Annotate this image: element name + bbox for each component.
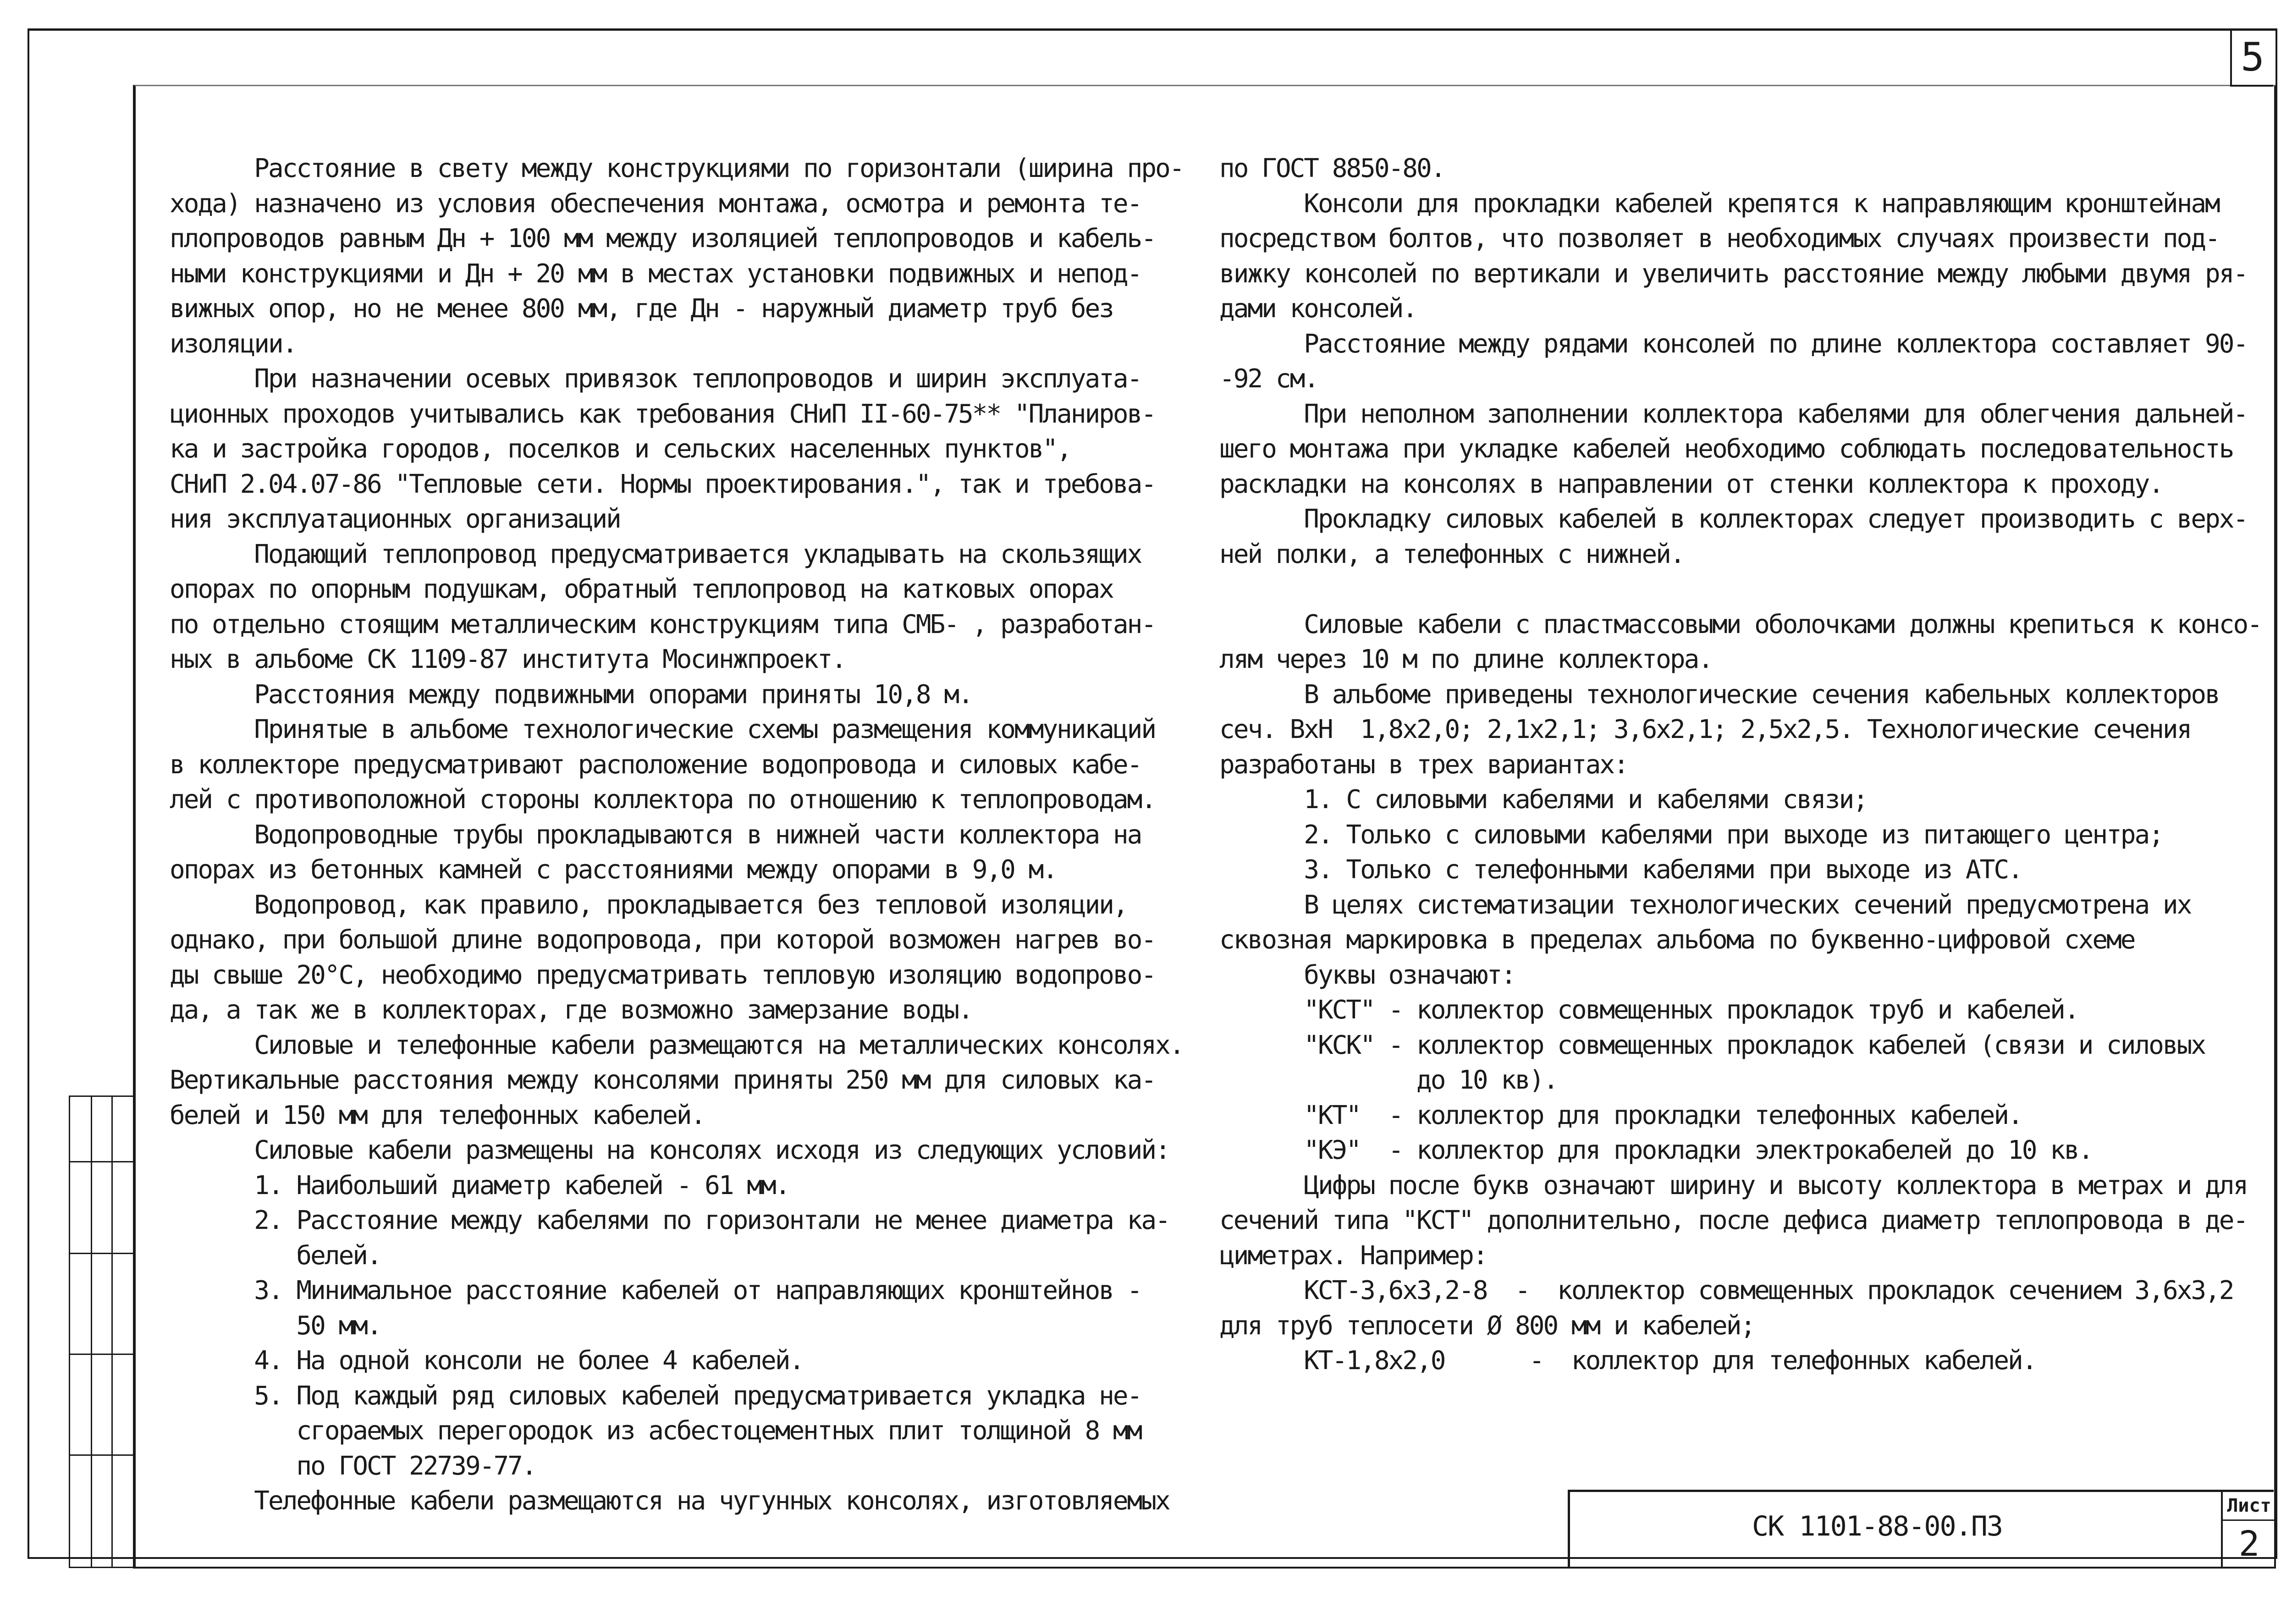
text-line: дами консолей. [1219,294,1417,324]
text-line: до 10 кв). [1219,1065,1558,1095]
text-line: 1. С силовыми кабелями и кабелями связи; [1219,785,1867,815]
text-line: "КТ" - коллектор для прокладки телефонных кабелей. [1219,1100,2022,1130]
binding-margin-table [69,1096,134,1568]
text-line: Силовые и телефонные кабели размещаются на металлических консолях. [170,1030,1184,1060]
text-line: ды свыше 20°С, необходимо предусматривать тепловую изоляцию водопрово- [170,960,1156,990]
text-line: КТ-1,8х2,0 - коллектор для телефонных кабелей. [1219,1346,2036,1376]
sheet-number: 5 [2230,30,2273,87]
text-line: сквозная маркировка в пределах альбома по буквенно-цифровой схеме [1219,925,2135,955]
text-line: ционных проходов учитывались как требования СНиП II-60-75** "Планиров- [170,399,1156,429]
text-line: ния эксплуатационных организаций [170,504,620,534]
text-line: Расстояния между подвижными опорами приняты 10,8 м. [170,679,972,710]
text-line: СНиП 2.04.07-86 "Тепловые сети. Нормы проектирования.", так и требова- [170,469,1156,499]
text-line: 50 мм. [170,1310,381,1341]
text-line: В целях систематизации технологических сечений предусмотрена их [1219,890,2191,920]
text-line [1219,572,2264,607]
title-block [1568,1490,2274,1568]
text-line: посредством болтов, что позволяет в необходимых случаях произвести под- [1219,224,2219,253]
text-line: Вертикальные расстояния между консолями приняты 250 мм для силовых ка- [170,1065,1156,1095]
text-line: 5. Под каждый ряд силовых кабелей предусматривается укладка не- [170,1381,1141,1411]
text-line: белей и 150 мм для телефонных кабелей. [170,1100,705,1130]
text-line: Силовые кабели с пластмассовыми оболочками должны крепиться к консо- [1219,609,2261,639]
text-line: Расстояние в свету между конструкциями по горизонтали (ширина про- [170,154,1184,183]
text-line: сечений типа "КСТ" дополнительно, после дефиса диаметр теплопровода в де- [1219,1206,2248,1235]
text-line: плопроводов равным Дн + 100 мм между изоляцией теплопроводов и кабель- [170,224,1156,253]
text-line: для труб теплосети Ø 800 мм и кабелей; [1219,1310,1755,1341]
text-line: Подающий теплопровод предусматривается укладывать на скользящих [170,539,1141,569]
sheet-cell [2221,1492,2275,1568]
text-line: 1. Наибольший диаметр кабелей - 61 мм. [170,1170,789,1200]
text-line: Водопровод, как правило, прокладывается без тепловой изоляции, [170,890,1127,920]
text-line: в коллекторе предусматривают расположение водопровода и силовых кабе- [170,749,1141,780]
text-line: При неполном заполнении коллектора кабелями для облегчения дальней- [1219,399,2248,429]
text-line: лям через 10 м по длине коллектора. [1219,644,1713,674]
text-line: КСТ-3,6х3,2-8 - коллектор совмещенных прокладок сечением 3,6х3,2 [1219,1276,2233,1305]
text-line: сгораемых перегородок из асбестоцементных плит толщиной 8 мм [170,1416,1141,1446]
text-line: ка и застройка городов, поселков и сельских населенных пунктов", [170,434,1071,464]
text-line: -92 см. [1219,364,1318,394]
text-line: 3. Только с телефонными кабелями при выходе из АТС. [1219,855,2022,885]
text-line: изоляции. [170,329,297,359]
text-line: раскладки на консолях в направлении от стенки коллектора к проходу. [1219,469,2163,499]
text-line: При назначении осевых привязок теплопроводов и ширин эксплуата- [170,364,1141,394]
text-line: Водопроводные трубы прокладываются в нижней части коллектора на [170,820,1141,850]
text-line: 3. Минимальное расстояние кабелей от направляющих кронштейнов - [170,1276,1141,1305]
text-line: опорах из бетонных камней с расстояниями между опорами в 9,0 м. [170,855,1057,885]
text-line: да, а так же в коллекторах, где возможно замерзание воды. [170,995,972,1025]
document-code: СК 1101-88-00.ПЗ [1752,1510,2002,1542]
text-line: вижных опор, но не менее 800 мм, где Дн - наружный диаметр труб без [170,294,1113,324]
text-line: однако, при большой длине водопровода, при которой возможен нагрев во- [170,925,1156,955]
text-line: по ГОСТ 8850-80. [1219,154,1445,183]
text-line: 2. Расстояние между кабелями по горизонтали не менее диаметра ка- [170,1206,1169,1235]
text-line: "КСК" - коллектор совмещенных прокладок кабелей (связи и силовых [1219,1030,2205,1060]
text-line: Прокладку силовых кабелей в коллекторах следует производить с верх- [1219,504,2248,534]
text-line: Цифры после букв означают ширину и высоту коллектора в метрах и для [1219,1170,2248,1200]
text-line: лей с противоположной стороны коллектора по отношению к теплопроводам. [170,785,1156,815]
text-line: Принятые в альбоме технологические схемы размещения коммуникаций [170,715,1156,744]
text-line: ных в альбоме СК 1109-87 института Мосинжпроект. [170,644,846,674]
text-line: ными конструкциями и Дн + 20 мм в местах установки подвижных и непод- [170,259,1141,289]
text-line: 2. Только с силовыми кабелями при выходе из питающего центра; [1219,820,2163,850]
text-line: опорах по опорным подушкам, обратный теплопровод на катковых опорах [170,574,1113,604]
text-line: по отдельно стоящим металлическим конструкциям типа СМБ- , разработан- [170,609,1156,639]
text-line: вижку консолей по вертикали и увеличить расстояние между любыми двумя ря- [1219,259,2248,289]
text-line: белей. [170,1240,381,1271]
text-line: "КСТ" - коллектор совмещенных прокладок труб и кабелей. [1219,995,2078,1025]
text-column-right [1219,151,2264,1379]
text-line: буквы означают: [1219,960,1515,990]
sheet-cell-number: 2 [2238,1523,2260,1564]
text-line: шего монтажа при укладке кабелей необходимо соблюдать последовательность [1219,434,2233,464]
text-line: разработаны в трех вариантах: [1219,749,1628,780]
text-column-left [170,151,1215,1519]
text-line: Консоли для прокладки кабелей крепятся к направляющим кронштейнам [1219,188,2219,219]
text-line: Силовые кабели размещены на консолях исходя из следующих условий: [170,1135,1169,1165]
text-line: сеч. ВхН 1,8х2,0; 2,1х2,1; 3,6х2,1; 2,5х2,5. Технологические сечения [1219,715,2191,744]
text-line: Расстояние между рядами консолей по длине коллектора составляет 90- [1219,329,2248,359]
text-line: хода) назначено из условия обеспечения монтажа, осмотра и ремонта те- [170,188,1141,219]
text-line: В альбоме приведены технологические сечения кабельных коллекторов [1219,679,2219,710]
sheet-label: Лист [2223,1492,2275,1521]
text-line: циметрах. Например: [1219,1240,1487,1271]
text-line: Телефонные кабели размещаются на чугунных консолях, изготовляемых [170,1486,1169,1516]
text-line: "КЭ" - коллектор для прокладки электрокабелей до 10 кв. [1219,1135,2093,1165]
text-line: 4. На одной консоли не более 4 кабелей. [170,1346,804,1376]
text-line: ней полки, а телефонных с нижней. [1219,539,1684,569]
text-line: по ГОСТ 22739-77. [170,1451,536,1481]
